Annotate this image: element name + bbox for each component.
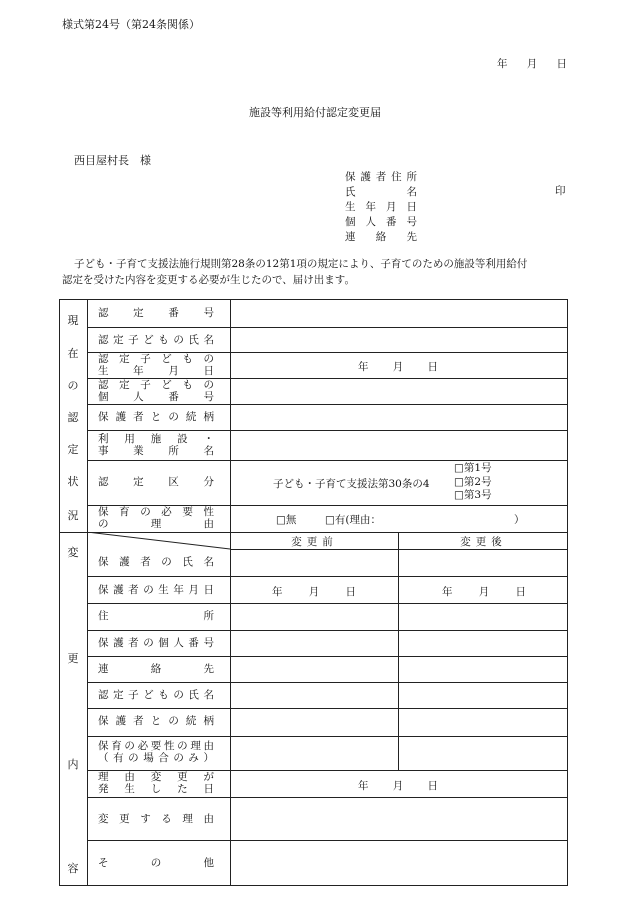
applicant-address-label: 保 護 者 住 所 bbox=[345, 171, 417, 183]
category-option-1[interactable]: □第1号 bbox=[454, 462, 492, 474]
applicant-name-label: 氏 名 bbox=[345, 186, 417, 198]
date-day: 日 bbox=[556, 58, 567, 70]
label-certification-number: 認 定 番 号 bbox=[98, 307, 214, 319]
applicant-fields bbox=[345, 169, 417, 244]
after-birthdate-value[interactable]: 年 月 日 bbox=[442, 586, 526, 598]
label-facility: 利 用 施 設 ・ 事 業 所 名 bbox=[98, 433, 214, 457]
document-title: 施設等利用給付認定変更届 bbox=[249, 106, 381, 119]
necessity-close-paren: ） bbox=[514, 514, 525, 526]
date-year: 年 bbox=[497, 58, 508, 70]
seal-mark: 印 bbox=[555, 185, 566, 197]
before-birthdate-value[interactable]: 年 月 日 bbox=[272, 586, 356, 598]
label-guardian-name: 保 護 者 の 氏 名 bbox=[98, 556, 214, 568]
applicant-birth-label: 生 年 月 日 bbox=[345, 201, 417, 213]
applicant-id-label: 個 人 番 号 bbox=[345, 216, 417, 228]
label-guardian-birthdate: 保 護 者 の 生 年 月 日 bbox=[98, 584, 214, 596]
label-relationship: 保 護 者 と の 続 柄 bbox=[98, 411, 214, 423]
category-option-2[interactable]: □第2号 bbox=[454, 475, 492, 488]
col-before-header: 変更前 bbox=[291, 535, 338, 548]
child-birthdate-value[interactable]: 年 月 日 bbox=[358, 361, 438, 373]
date-line bbox=[497, 56, 567, 71]
label-necessity: 保 育 の 必 要 性 の 理 由 bbox=[98, 506, 214, 530]
label-child-id: 認 定 子 ど も の 個 人 番 号 bbox=[98, 379, 214, 403]
category-options[interactable] bbox=[454, 462, 492, 503]
label-change-child-name: 認 定 子 ど も の 氏 名 bbox=[98, 689, 214, 701]
addressee: 西目屋村長 様 bbox=[74, 154, 151, 167]
col-after-header: 変更後 bbox=[460, 535, 507, 548]
label-category: 認 定 区 分 bbox=[98, 476, 214, 488]
category-option-3[interactable]: □第3号 bbox=[454, 489, 492, 501]
body-text-line2: 認定を受けた内容を変更する必要が生じたので、届け出ます。 bbox=[62, 274, 355, 286]
change-occurred-date-value[interactable]: 年 月 日 bbox=[358, 780, 438, 792]
label-contact: 連 絡 先 bbox=[98, 663, 214, 675]
label-change-reason: 変 更 す る 理 由 bbox=[98, 813, 214, 825]
before-after-divider bbox=[398, 532, 399, 770]
necessity-yes-checkbox[interactable]: □有(理由： bbox=[325, 514, 382, 526]
form-number: 様式第24号（第24条関係） bbox=[62, 18, 200, 31]
label-child-name: 認 定 子 ど も の 氏 名 bbox=[98, 334, 214, 346]
label-address: 住 所 bbox=[98, 610, 214, 622]
label-child-birthdate: 認 定 子 ど も の 生 年 月 日 bbox=[98, 353, 214, 377]
label-change-relationship: 保 護 者 と の 続 柄 bbox=[98, 715, 214, 727]
date-month: 月 bbox=[526, 58, 538, 70]
necessity-none-checkbox[interactable]: □無 bbox=[276, 514, 297, 526]
diagonal-header-cell bbox=[87, 532, 231, 576]
applicant-contact-label: 連 絡 先 bbox=[345, 231, 417, 243]
body-text-line1: 子ども・子育て支援法施行規則第28条の12第1項の規定により、子育てのための施設等利用給付 bbox=[74, 258, 528, 270]
label-change-necessity: 保 育 の 必 要 性 の 理 由 （ 有 の 場 合 の み ） bbox=[98, 740, 214, 764]
label-change-date: 理 由 変 更 が 発 生 し た 日 bbox=[98, 771, 214, 795]
category-statute-text: 子ども・子育て支援法第30条の4 bbox=[273, 478, 430, 490]
label-other: そ の 他 bbox=[98, 857, 214, 869]
label-guardian-id: 保 護 者 の 個 人 番 号 bbox=[98, 637, 214, 649]
